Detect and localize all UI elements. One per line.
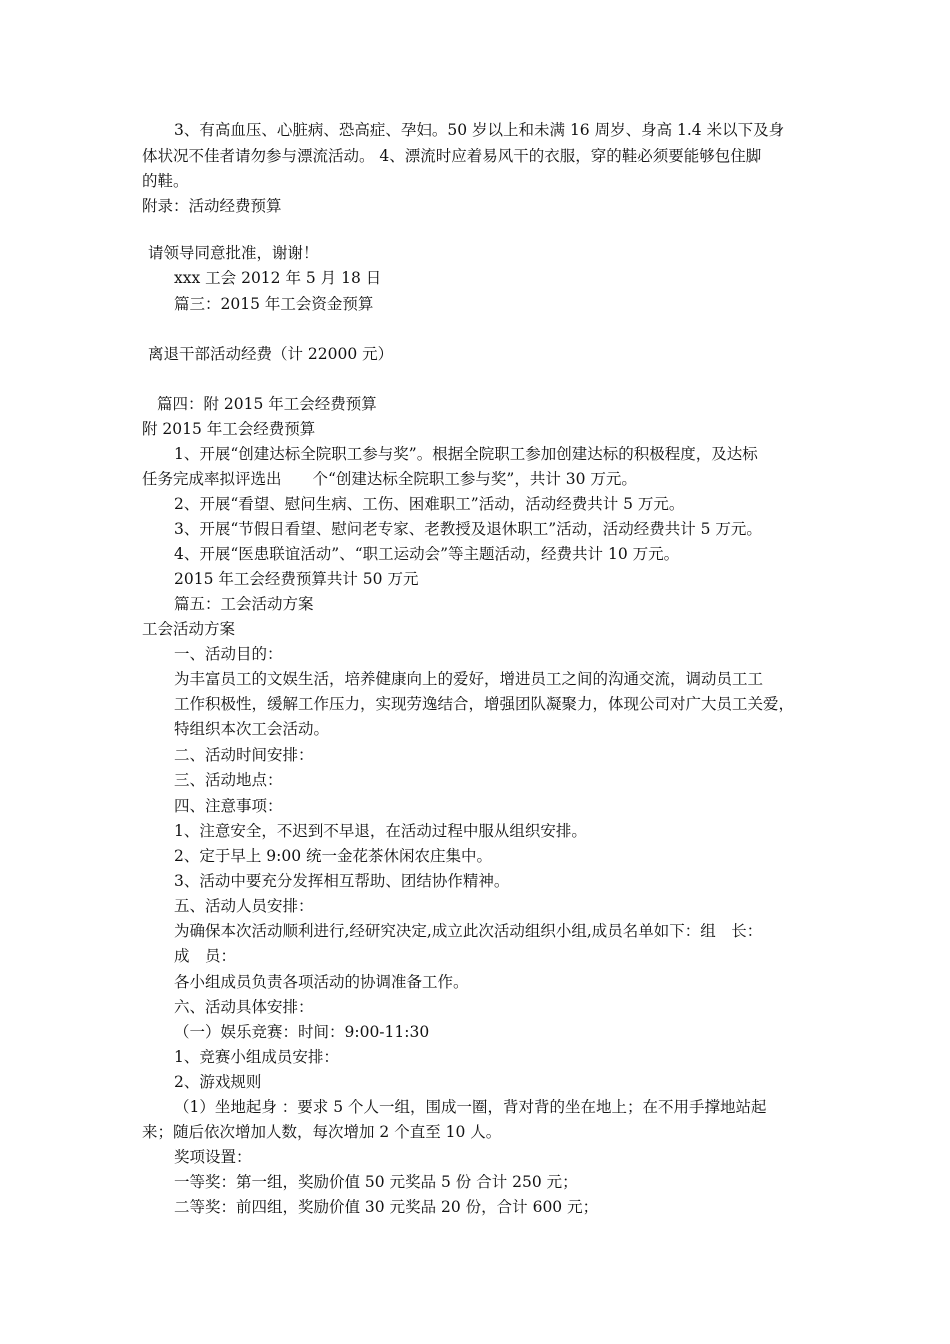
budget-item: 4、开展“医患联谊活动”、“职工运动会”等主题活动，经费共计 10 万元。 bbox=[174, 545, 680, 563]
body-text-line: 一、活动目的： bbox=[174, 645, 283, 663]
subsection-heading: 工会活动方案 bbox=[142, 620, 236, 638]
body-text-line: （一）娱乐竞赛：时间：9:00-11:30 bbox=[174, 1023, 430, 1041]
body-text-line: 一等奖：第一组，奖励价值 50 元奖品 5 份 合计 250 元； bbox=[174, 1173, 578, 1191]
body-text-line: 三、活动地点： bbox=[174, 771, 283, 789]
subsection-heading: 附 2015 年工会经费预算 bbox=[142, 420, 316, 438]
body-text-line: 1、竞赛小组成员安排： bbox=[174, 1048, 339, 1066]
section-heading: 篇四：附 2015 年工会经费预算 bbox=[157, 395, 377, 413]
budget-item: 3、开展“节假日看望、慰问老专家、老教授及退休职工”活动，活动经费共计 5 万元。 bbox=[174, 520, 762, 538]
closing-request: 请领导同意批准，谢谢！ bbox=[148, 244, 319, 262]
section-heading: 篇五：工会活动方案 bbox=[174, 595, 314, 613]
body-text-line: （1）坐地起身 ：要求 5 个人一组，围成一圈，背对背的坐在地上；在不用手撑地站起 bbox=[174, 1098, 767, 1116]
signature-date: xxx 工会 2012 年 5 月 18 日 bbox=[174, 269, 382, 287]
body-text-line: 来；随后依次增加人数，每次增加 2 个直至 10 人。 bbox=[142, 1123, 502, 1141]
body-text-line: 为确保本次活动顺利进行,经研究决定,成立此次活动组织小组,成员名单如下：组 长： bbox=[174, 922, 763, 940]
body-text-line: 二、活动时间安排： bbox=[174, 746, 314, 764]
budget-item: 2、开展“看望、慰问生病、工伤、困难职工”活动，活动经费共计 5 万元。 bbox=[174, 495, 685, 513]
budget-item: 1、开展“创建达标全院职工参与奖”。根据全院职工参加创建达标的积极程度，及达标 bbox=[174, 445, 758, 463]
body-text-line: 的鞋。 bbox=[142, 172, 189, 190]
body-text-line: 五、活动人员安排： bbox=[174, 897, 314, 915]
body-text-line: 3、活动中要充分发挥相互帮助、团结协作精神。 bbox=[174, 872, 510, 890]
body-text-line: 2、游戏规则 bbox=[174, 1073, 262, 1091]
body-text-line: 为丰富员工的文娱生活，培养健康向上的爱好，增进员工之间的沟通交流，调动员工工 bbox=[174, 670, 764, 688]
section-heading: 篇三：2015 年工会资金预算 bbox=[174, 295, 374, 313]
body-text-line: 离退干部活动经费（计 22000 元） bbox=[148, 345, 394, 363]
body-text-line: 奖项设置： bbox=[174, 1148, 252, 1166]
body-text-line: 体状况不佳者请勿参与漂流活动。 4、漂流时应着易风干的衣服，穿的鞋必须要能够包住脚 bbox=[142, 147, 762, 165]
body-text-line: 四、注意事项： bbox=[174, 797, 283, 815]
body-text-line: 3、有高血压、心脏病、恐高症、孕妇。50 岁以上和未满 16 周岁、身高 1.4 米以下及身 bbox=[174, 121, 785, 139]
body-text-line: 1、注意安全，不迟到不早退，在活动过程中服从组织安排。 bbox=[174, 822, 587, 840]
body-text-line: 特组织本次工会活动。 bbox=[174, 720, 330, 738]
appendix-heading: 附录：活动经费预算 bbox=[142, 197, 282, 215]
body-text-line: 六、活动具体安排： bbox=[174, 998, 314, 1016]
body-text-line: 工作积极性，缓解工作压力，实现劳逸结合，增强团队凝聚力，体现公司对广大员工关爱， bbox=[174, 695, 795, 713]
body-text-line: 各小组成员负责各项活动的协调准备工作。 bbox=[174, 973, 469, 991]
budget-total: 2015 年工会经费预算共计 50 万元 bbox=[174, 570, 419, 588]
body-text-line: 二等奖：前四组，奖励价值 30 元奖品 20 份，合计 600 元； bbox=[174, 1198, 599, 1216]
body-text-line: 成 员： bbox=[174, 947, 237, 965]
budget-item: 任务完成率拟评选出 个“创建达标全院职工参与奖”，共计 30 万元。 bbox=[142, 470, 637, 488]
body-text-line: 2、定于早上 9:00 统一金花茶休闲农庄集中。 bbox=[174, 847, 493, 865]
